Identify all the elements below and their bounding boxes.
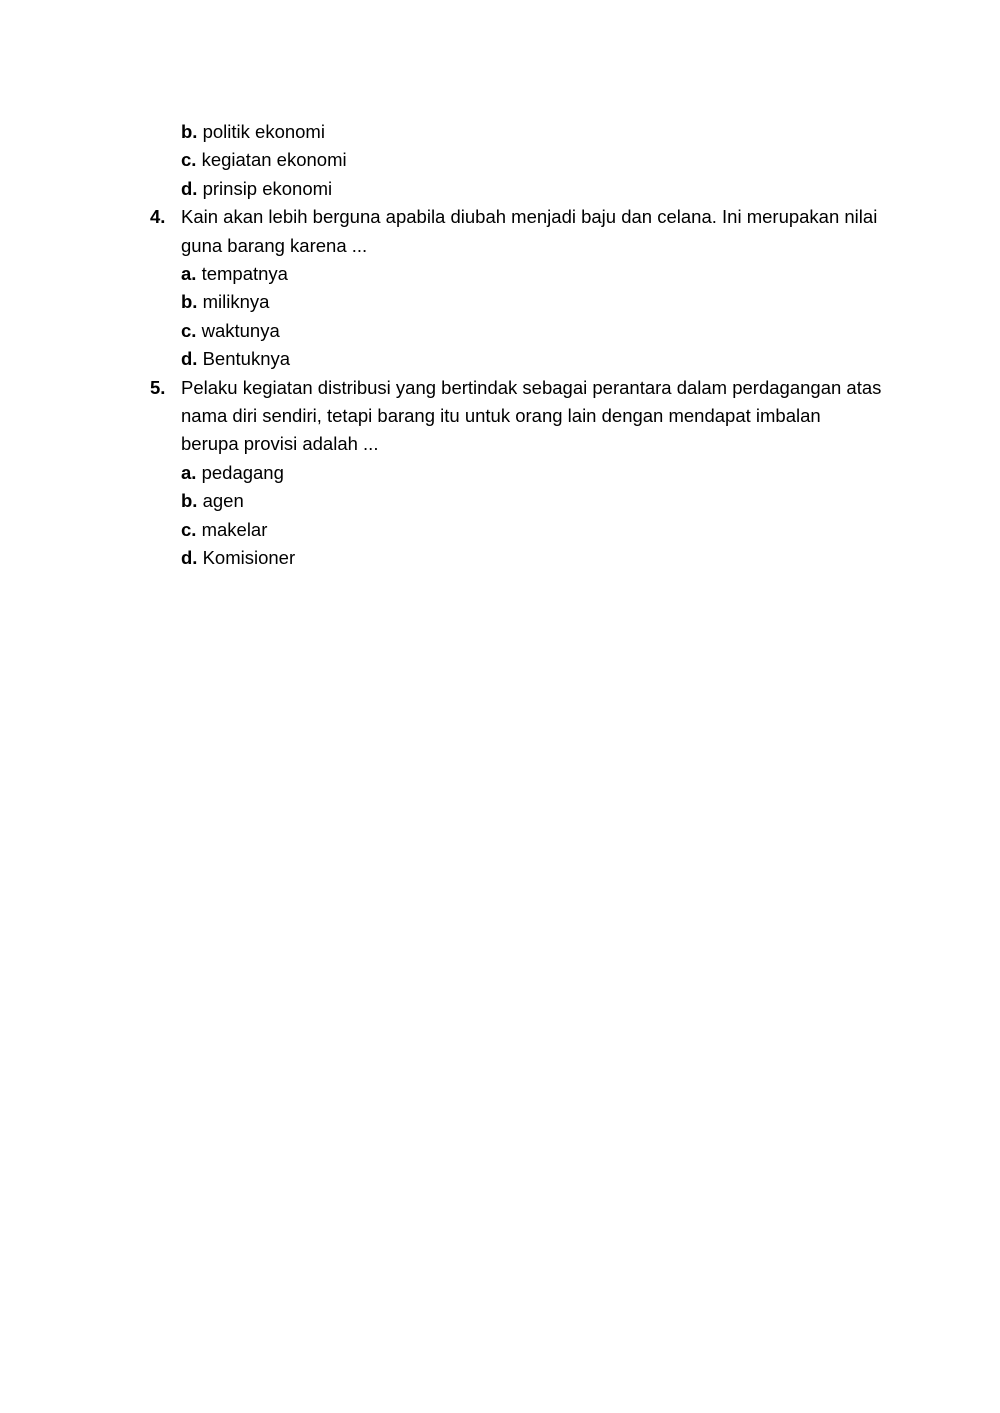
option-d <box>150 544 890 572</box>
option-a <box>150 459 890 487</box>
option-text: politik ekonomi <box>202 121 325 142</box>
option-letter: b. <box>181 291 198 313</box>
option-text: Komisioner <box>202 547 296 569</box>
question-4 <box>150 203 890 260</box>
question-5 <box>150 374 890 459</box>
option-letter: b. <box>181 121 198 142</box>
option-letter: d. <box>181 177 198 199</box>
option-text: miliknya <box>202 291 270 313</box>
option-letter: c. <box>181 149 197 171</box>
option-text: makelar <box>201 518 268 540</box>
question-text-line: guna barang karena ... <box>181 234 368 256</box>
option-d <box>150 175 890 203</box>
option-letter: a. <box>181 461 197 483</box>
option-letter: a. <box>181 263 197 285</box>
question-text-line: berupa provisi adalah ... <box>181 433 379 455</box>
option-text: kegiatan ekonomi <box>201 149 347 171</box>
option-letter: c. <box>181 518 197 540</box>
option-c <box>150 317 890 345</box>
question-number: 4. <box>150 206 166 228</box>
question-text-line: Kain akan lebih berguna apabila diubah menjadi baju dan celana. Ini merupakan nilai <box>181 206 878 228</box>
option-text: tempatnya <box>201 263 288 285</box>
option-b <box>150 487 890 515</box>
option-b <box>150 118 890 146</box>
option-letter: d. <box>181 348 198 370</box>
question-number: 5. <box>150 376 166 398</box>
option-c <box>150 516 890 544</box>
option-text: agen <box>202 490 244 512</box>
option-a <box>150 260 890 288</box>
question-text-line: Pelaku kegiatan distribusi yang bertindak sebagai perantara dalam perdagangan atas <box>181 376 882 398</box>
option-text: Bentuknya <box>202 348 291 370</box>
option-text: prinsip ekonomi <box>202 177 333 199</box>
option-text: pedagang <box>201 461 284 483</box>
option-text: waktunya <box>201 319 280 341</box>
option-letter: c. <box>181 319 197 341</box>
option-letter: b. <box>181 490 198 512</box>
question-text-line: nama diri sendiri, tetapi barang itu untuk orang lain dengan mendapat imbalan <box>181 405 821 427</box>
option-c <box>150 146 890 174</box>
option-d <box>150 345 890 373</box>
question-list <box>150 118 890 573</box>
option-b <box>150 288 890 316</box>
option-letter: d. <box>181 547 198 569</box>
